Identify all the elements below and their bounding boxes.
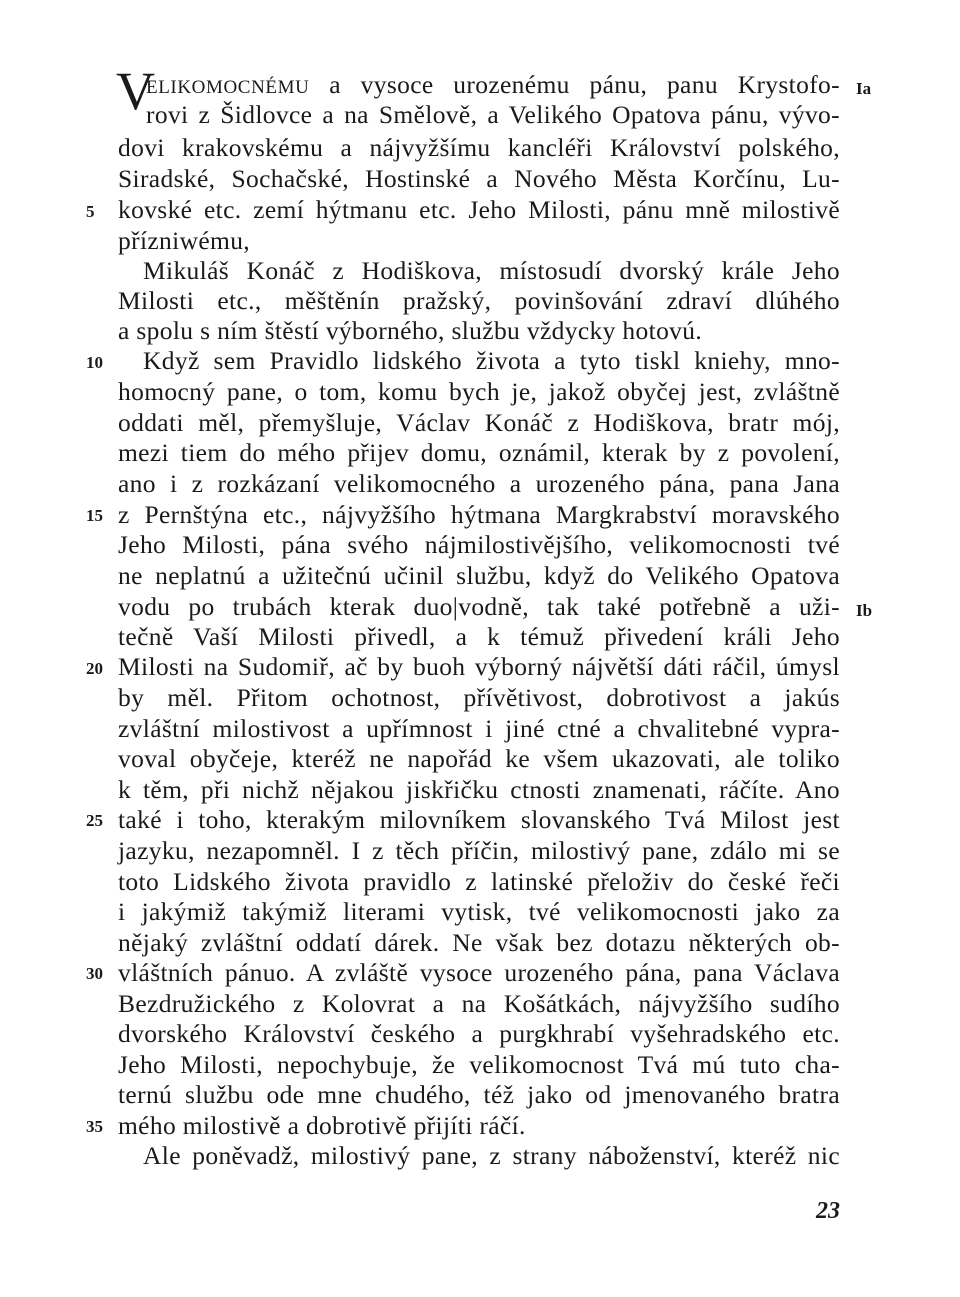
text-line: voval obyčeje, kteréž ne napořád ke všem ukazovati, ale toliko [118,744,840,773]
text-line: ELIKOMOCNÉMU a vysoce urozenému pánu, panu Krystofo- [146,70,840,99]
text-line: ne neplatnú a užitečnú učinil službu, když do Velikého Opatova [118,561,840,590]
text-line: nějaký zvláštní oddatí dárek. Ne však bez dotazu některých ob- [118,928,840,957]
text-line: Milosti etc., měštěnín pražský, povinšování zdraví dlúhého [118,286,840,315]
text-line: Jeho Milosti, pána svého nájmilostivějšího, velikomocnosti tvé [118,530,840,559]
line-number: 5 [86,202,95,221]
text-line: také i toho, kterakým milovníkem slovanského Tvá Milost jest [118,805,840,834]
line-number: 10 [86,353,103,372]
line-number: 15 [86,506,103,525]
line-number: 20 [86,659,103,678]
text-line: z Pernštýna etc., nájvyžšího hýtmana Margkrabství moravského [118,500,840,529]
text-line: Milosti na Sudomiř, ač by buoh výborný nájvětší dáti ráčil, úmysl [118,652,840,681]
text-line: mezi tiem do mého přijev domu, oznámil, kterak by z povolení, [118,438,840,467]
text-line: ternú službu ode mne chudého, též jako od jmenovaného bratra [118,1080,840,1109]
text-line: Siradské, Sochačské, Hostinské a Nového Města Korčínu, Lu- [118,164,840,193]
line-number: 35 [86,1117,103,1136]
text-line: ano i z rozkázaní velikomocného a urozeného pána, pana Jana [118,469,840,498]
text-line: a spolu s ním štěstí výborného, službu vždycky hotovú. [118,316,703,345]
text-line: tečně Vaší Milosti přivedl, a k témuž přivedení králi Jeho [118,622,840,651]
text-line: Ale poněvadž, milostivý pane, z strany náboženství, kteréž nic [143,1141,840,1170]
line-number: 30 [86,964,103,983]
line-number: 25 [86,811,103,830]
text-line: k těm, při nichž nějakou jiskřičku ctnosti znamenati, ráčíte. Ano [118,775,840,804]
text-line: dvorského Království českého a purgkhrabí vyšehradského etc. [118,1019,840,1048]
text-line: Bezdružického z Kolovrat a na Košátkách, nájvyžšího sudího [118,989,840,1018]
text-line: kovské etc. zemí hýtmanu etc. Jeho Milosti, pánu mně milostivě [118,195,840,224]
text-line: jazyku, nezapomněl. I z těch příčin, milostivý pane, zdálo mi se [118,836,840,865]
text-line: zvláštní milostivost a upřímnost i jiné ctné a chvalitebné vypra- [118,714,840,743]
text-line: vodu po trubách kterak duo|vodně, tak také potřebně a uži- [118,592,840,621]
text-line: vláštních pánuo. A zvláště vysoce urozeného pána, pana Václava [118,958,840,987]
text-line: Když sem Pravidlo lidského života a tyto tiskl kniehy, mno- [143,346,840,375]
page-number: 23 [816,1198,840,1224]
text-line: homocný pane, o tom, komu bych je, jakož obyčej jest, zvláštně [118,377,840,406]
drop-cap: V [116,61,155,121]
text-line: mého milostivě a dobrotivě přijíti ráčí. [118,1111,526,1140]
margin-reference: Ib [856,601,873,620]
text-line: dovi krakovskému a nájvyžšímu kancléři Království polského, [118,133,840,162]
text-line: i jakýmiž takýmiž literami vytisk, tvé velikomocnosti jako za [118,897,840,926]
margin-reference: Ia [856,79,872,98]
text-line: by měl. Přitom ochotnost, přívětivost, dobrotivost a jakús [118,683,840,712]
text-line: rovi z Šidlovce a na Smělově, a Velikého Opatova pánu, vývo- [146,100,840,129]
text-line: přízniwému, [118,226,251,255]
text-line: Mikuláš Konáč z Hodiškova, místosudí dvorský krále Jeho [143,256,840,285]
text-line: toto Lidského života pravidlo z latinské přeloživ do české řeči [118,867,840,896]
text-line: Jeho Milosti, nepochybuje, že velikomocnost Tvá mú tuto cha- [118,1050,840,1079]
text-line: oddati měl, přemyšluje, Václav Konáč z Hodiškova, bratr mój, [118,408,840,437]
